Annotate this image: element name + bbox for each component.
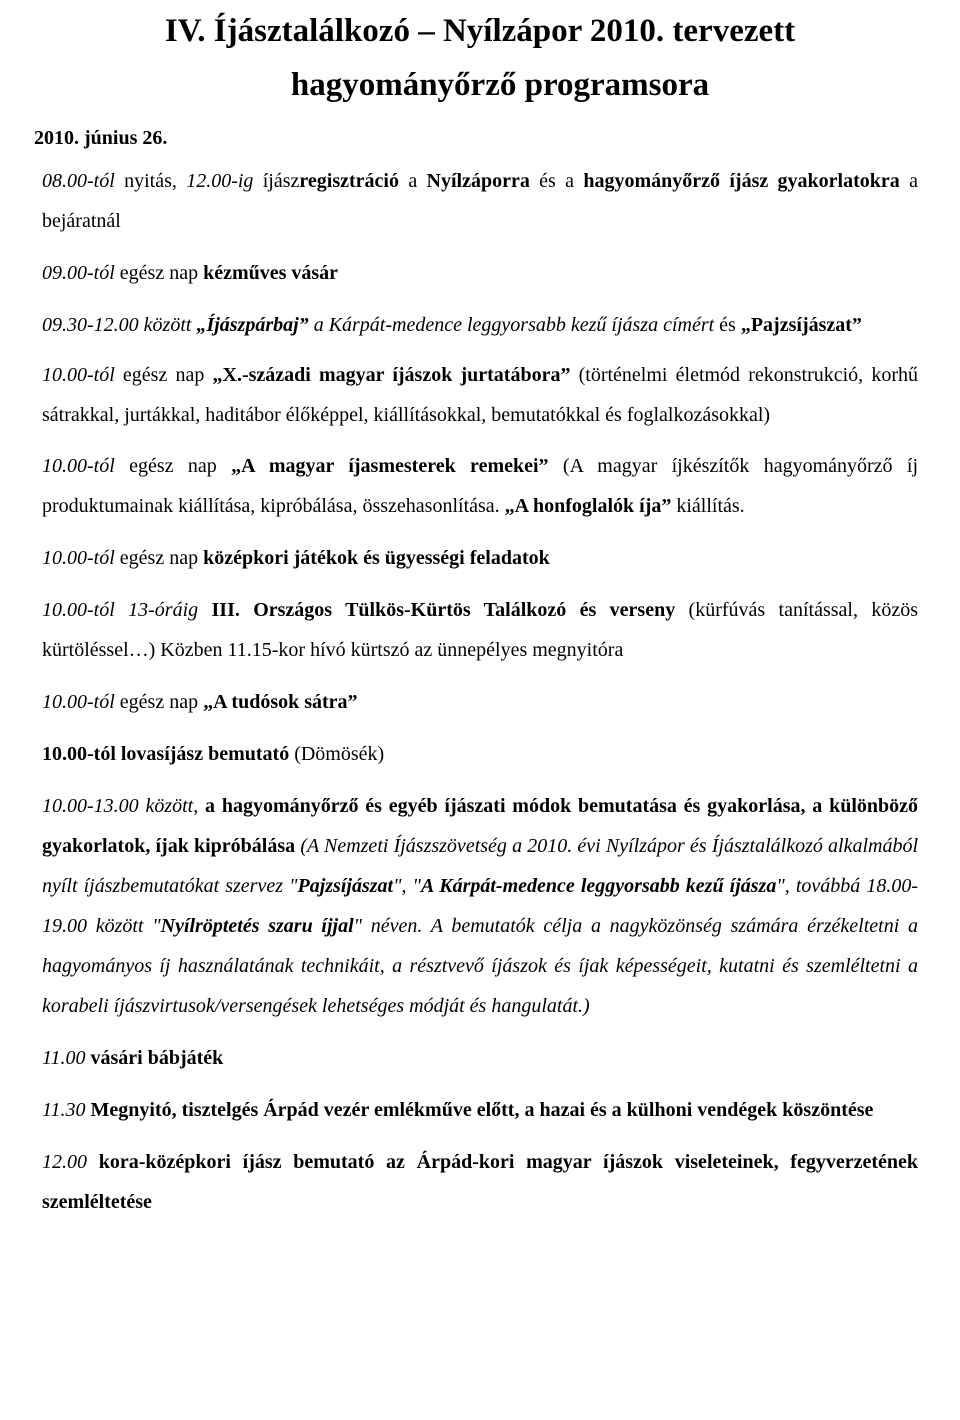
entry-text-run: 11.30 <box>42 1099 86 1121</box>
entry-text-run <box>198 599 211 621</box>
entry-text-run: íjász <box>253 170 300 192</box>
entry-text-run: 10.00-tól <box>42 691 115 713</box>
program-entry <box>42 682 918 722</box>
entry-text-run: Pajzsíjászat <box>297 875 394 897</box>
entry-text-run: a Kárpát-medence leggyorsabb kezű íjásza címért <box>308 314 715 336</box>
entry-text-run <box>720 170 729 192</box>
entry-text-run: , <box>193 795 206 817</box>
entry-text-run: 12.00-ig <box>186 170 254 192</box>
program-entry <box>42 734 918 774</box>
entry-text-run: (A magyar íjkészítők hagyományőrző íj produktumainak kiállítása, kipróbálása, összehasonlítása. <box>42 455 919 517</box>
entry-text-run: 10.00-tól <box>42 455 115 477</box>
entry-text-run: Megnyitó, tisztelgés Árpád vezér emlékműve előtt, a hazai és a külhoni vendégek köszöntése <box>90 1099 874 1121</box>
entry-text-run: „X.-századi magyar íjászok jurtatábora” <box>212 364 571 386</box>
entry-text-run: egész nap <box>114 364 213 386</box>
entry-text-run: „A magyar íjasmesterek remekei” <box>231 455 549 477</box>
entry-text-run: ", " <box>393 875 421 897</box>
entry-text-run: a hagyományőrző és egyéb íjászati módok bemutatása és gyakorlása, a különböző gyakorlatok, íjak kipróbálása <box>42 795 918 857</box>
entry-text-run: egész nap <box>114 455 232 477</box>
entry-text-run: 09.00-tól <box>42 262 115 284</box>
program-entry <box>42 1090 918 1130</box>
title-line-2: hagyományőrző programsora <box>290 67 710 103</box>
program-entry <box>42 1142 918 1222</box>
entry-text-run: 10.00-tól <box>42 364 115 386</box>
entry-text-run: Nyílzáporra <box>426 170 530 192</box>
entry-text-run: " néven. A bemutatók célja a nagyközönség számára érzékeltetni a hagyományos íj használatának technikáit, a résztvevő íjászok és íjak képességeit, kutatni és szemléltetni a korabeli íjászvirtusok/versengések lehetséges módját és hangulatát.) <box>42 915 919 1017</box>
entry-text-run: III. Országos Tülkös-Kürtös Találkozó és verseny <box>211 599 676 621</box>
entry-text-run: 10.00-13.00 között <box>42 795 194 817</box>
entry-text-run: egész nap <box>114 262 204 284</box>
program-entry <box>42 305 918 345</box>
title-line-1: IV. Íjásztalálkozó – Nyílzápor 2010. tervezett <box>164 13 796 49</box>
entry-text-run: ", továbbá 18.00-19.00 között " <box>42 875 918 937</box>
entry-text-run: egész nap <box>114 547 204 569</box>
entry-text-run: 11.00 <box>42 1047 86 1069</box>
entry-text-run: „Pajzsíjászat” <box>740 314 862 336</box>
entry-text-run <box>87 1151 99 1173</box>
program-entry <box>42 1038 918 1078</box>
entry-text-run: 09.30-12.00 között <box>42 314 192 336</box>
entry-text-run: „Íjászpárbaj” <box>196 314 309 336</box>
program-entry <box>42 590 918 670</box>
entry-text-run: (A Nemzeti Íjászszövetség a 2010. évi Nyílzápor és Íjásztalálkozó alkalmából nyílt íjászbemutatókat szervez " <box>42 835 918 897</box>
program-entry <box>42 253 918 293</box>
entry-text-run: „A tudósok sátra” <box>203 691 358 713</box>
entry-text-run: íjász gyakorlatokra <box>729 170 900 192</box>
entry-text-run: regisztráció <box>299 170 399 192</box>
entry-text-run: (történelmi életmód rekonstrukció, korhű sátrakkal, jurtákkal, haditábor élőképpel, kiállításokkal, bemutatókkal és foglalkozásokkal) <box>42 364 918 426</box>
program-date: 2010. június 26. <box>34 127 168 149</box>
entry-text-run: középkori játékok és ügyességi feladatok <box>203 547 550 569</box>
entry-text-run: és <box>714 314 741 336</box>
page-title <box>42 0 918 112</box>
entry-text-run: (kürfúvás tanítással, közös kürtöléssel…) Közben 11.15-kor hívó kürtszó az ünnepélyes megnyitóra <box>42 599 919 661</box>
entry-text-run: 10.00-tól lovasíjász bemutató <box>42 743 290 765</box>
entry-text-run: a bejáratnál <box>42 170 918 232</box>
entry-text-run: hagyományőrző <box>583 170 721 192</box>
entry-text-run: „A honfoglalók íja” <box>504 495 672 517</box>
entry-text-run: A Kárpát-medence leggyorsabb kezű íjásza <box>420 875 777 897</box>
entry-text-run: 08.00-tól <box>42 170 115 192</box>
program-list <box>42 161 918 1222</box>
program-entry <box>42 446 918 526</box>
entry-text-run: 10.00-tól <box>42 547 115 569</box>
entry-text-run: Nyílröptetés szaru íjjal <box>160 915 354 937</box>
entry-text-run: a <box>399 170 427 192</box>
entry-text-run: és a <box>529 170 584 192</box>
entry-text-run: kézműves vásár <box>203 262 339 284</box>
program-entry <box>42 161 918 241</box>
program-entry <box>42 786 918 1026</box>
entry-text-run: nyitás, <box>114 170 187 192</box>
entry-text-run: 12.00 <box>42 1151 87 1173</box>
program-entry <box>42 538 918 578</box>
entry-text-run: kiállítás. <box>671 495 745 517</box>
entry-text-run: vásári bábjáték <box>90 1047 224 1069</box>
entry-text-run: 10.00-tól 13-óráig <box>42 599 199 621</box>
program-entry <box>42 355 918 435</box>
entry-text-run: kora-középkori íjász bemutató az Árpád-kori magyar íjászok viseleteinek, fegyverzetének szemléltetése <box>42 1151 919 1213</box>
entry-text-run: egész nap <box>114 691 204 713</box>
entry-text-run: (Dömösék) <box>289 743 385 765</box>
